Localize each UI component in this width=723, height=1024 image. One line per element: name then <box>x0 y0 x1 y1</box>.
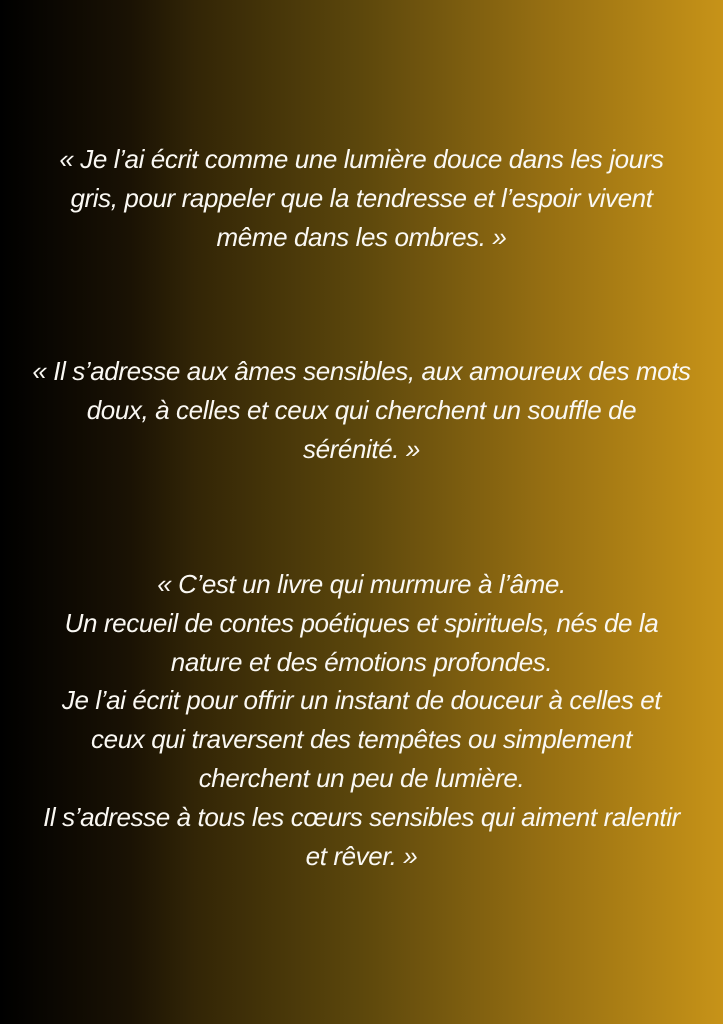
quote-line: « Je l’ai écrit comme une lumière douce dans les jours <box>59 144 664 174</box>
quote-line: et rêver. » <box>305 840 418 871</box>
quote-block-3 <box>0 565 723 875</box>
quote-line: gris, pour rappeler que la tendresse et l’espoir vivent <box>70 182 653 213</box>
quote-line: sérénité. » <box>302 433 420 464</box>
quote-line: « C’est un livre qui murmure à l’âme. <box>157 569 566 599</box>
quote-block-1 <box>0 140 723 256</box>
quote-line: cherchent un peu de lumière. <box>198 762 525 793</box>
quote-line: ceux qui traversent des tempêtes ou simplement <box>91 724 632 755</box>
quote-line: Il s’adresse à tous les cœurs sensibles qui aiment ralentir <box>43 801 680 832</box>
quote-line: doux, à celles et ceux qui cherchent un souffle de <box>86 394 637 425</box>
quote-line: même dans les ombres. » <box>216 221 507 252</box>
quote-line: nature et des émotions profondes. <box>170 646 553 677</box>
quote-block-2 <box>0 352 723 468</box>
quote-line: Un recueil de contes poétiques et spirituels, nés de la <box>64 607 659 638</box>
quote-line: « Il s’adresse aux âmes sensibles, aux amoureux des mots <box>32 356 691 386</box>
quote-line: Je l’ai écrit pour offrir un instant de douceur à celles et <box>61 685 662 716</box>
